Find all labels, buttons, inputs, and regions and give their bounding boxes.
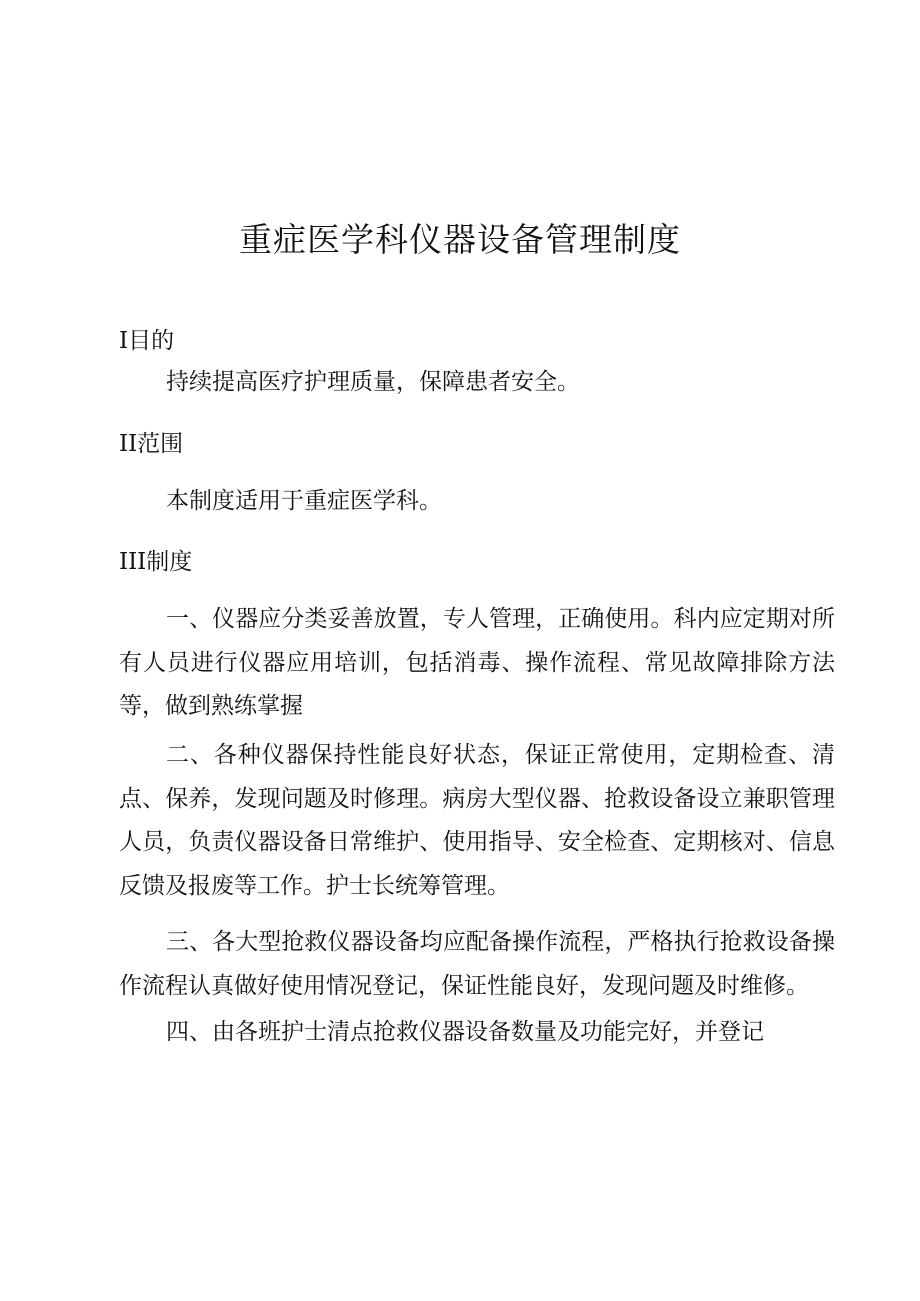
document-title: 重症医学科仪器设备管理制度 xyxy=(239,220,681,259)
policy-paragraph-2: 二、各种仪器保持性能良好状态，保证正常使用，定期检查、清点、保养，发现问题及时修理。病房大型仪器、抢救设备设立兼职管理人员，负责仪器设备日常维护、使用指导、安全检查、定期核对、信息反馈及报废等工作。护士长统筹管理。 xyxy=(119,742,835,899)
section-heading-purpose: I目的 xyxy=(119,328,175,354)
policy-paragraph-3: 三、各大型抢救仪器设备均应配备操作流程，严格执行抢救设备操作流程认真做好使用情况登记，保证性能良好，发现问题及时维修。 xyxy=(119,929,835,999)
section-heading-scope: II范围 xyxy=(119,431,184,457)
scope-paragraph: 本制度适用于重症医学科。 xyxy=(166,488,442,514)
section-heading-policy: III制度 xyxy=(119,549,193,575)
policy-paragraph-4: 四、由各班护士清点抢救仪器设备数量及功能完好，并登记 xyxy=(166,1019,764,1045)
purpose-paragraph: 持续提高医疗护理质量，保障患者安全。 xyxy=(166,369,580,395)
policy-paragraph-1: 一、仪器应分类妥善放置，专人管理，正确使用。科内应定期对所有人员进行仪器应用培训，包括消毒、操作流程、常见故障排除方法等，做到熟练掌握 xyxy=(119,606,835,719)
